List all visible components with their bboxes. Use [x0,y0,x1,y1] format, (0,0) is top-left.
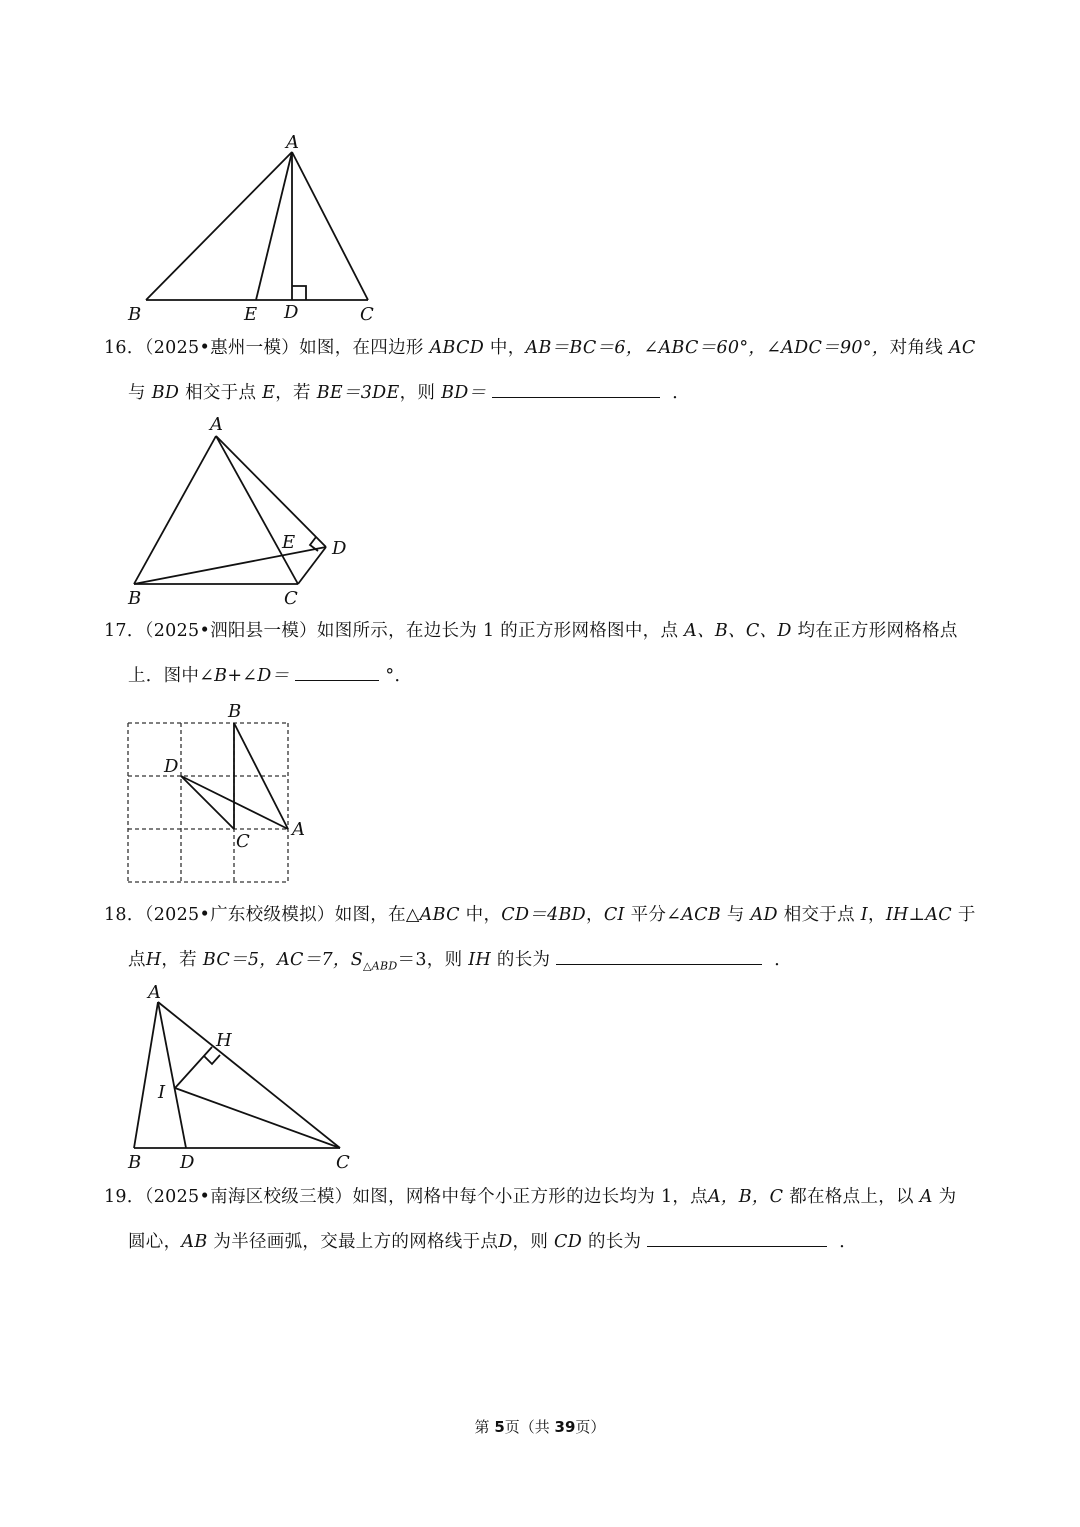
q18-text: 如图，在△ [334,905,420,925]
q18-var: CI [603,905,625,925]
q16-var: E [262,383,276,403]
q16-var: BD [151,383,180,403]
q17-answer-blank[interactable] [295,662,379,681]
q18-var: IH⊥AC [885,905,952,925]
page-footer [0,1416,1080,1437]
q16-text: 中， [489,338,526,358]
label-E: E [244,304,258,325]
q19-text: 为 [938,1187,957,1207]
q18-var: AD [750,905,778,925]
q17-number: 17． [104,621,145,641]
label-A: A [292,819,305,840]
q18-var: ABC [419,905,460,925]
seg-AB [134,1002,158,1148]
seg-CD [298,547,326,584]
q17-var: A、B、C、D [684,621,792,641]
q19-source: （2025•南海区校级三模） [144,1187,353,1207]
q18-text: 相交于点 [783,905,855,925]
figure-q16 [120,410,360,610]
q19-text: 为半径画弧，交最上方的网格线于点 [213,1232,499,1252]
q16-text: ，若 [275,383,311,403]
q18-text: 平分∠ [630,905,682,925]
label-D: D [284,302,299,323]
seg-AC [292,152,368,300]
q18-var: ACB [681,905,721,925]
seg-AE [256,152,292,300]
label-C: C [236,831,250,852]
figure-q17 [112,698,312,888]
q16-end: ． [672,383,691,403]
q18-var: I [860,905,868,925]
seg-AC [158,1002,340,1148]
q16-var: AC [948,338,976,358]
q16-number: 16． [104,338,145,358]
label-C: C [360,304,374,325]
q16-var: ∠ADC＝90°， [766,338,890,358]
q16-var: ABCD [429,338,485,358]
footer-text: 页（共 [504,1418,555,1436]
q17-unit: °． [385,666,413,686]
q16-var: ∠ABC＝60°， [643,338,767,358]
q18-end: ． [774,950,793,970]
label-A: A [286,132,299,153]
figure-q18 [118,980,368,1175]
label-B: B [228,701,242,722]
label-C: C [336,1152,350,1173]
q19-var: A [919,1187,933,1207]
seg-AC [216,436,298,584]
q19-text: 都在格点上，以 [789,1187,914,1207]
q18-text: 点 [128,950,146,970]
right-angle-mark [292,286,306,300]
q18-text: 于 [957,905,976,925]
q16-line2 [128,379,690,405]
q19-text: 的长为 [587,1232,642,1252]
q16-var: BE＝3DE [316,383,400,403]
q18-text: ， [868,905,886,925]
q17-line2 [128,662,412,688]
q16-var: AB＝BC＝6， [525,338,644,358]
q16-text: 如图，在四边形 [299,338,424,358]
q18-text: 与 [726,905,745,925]
q16-text: 与 [128,383,146,403]
seg-BD [134,547,326,584]
q17-text: 如图所示，在边长为 1 的正方形网格图中，点 [316,621,679,641]
label-A: A [210,414,223,435]
figure-q15 [120,128,390,328]
q18-text: ＝3，则 [397,950,463,970]
q18-var: CD＝4BD [501,905,587,925]
q18-answer-blank[interactable] [556,946,762,965]
seg-AB [146,152,292,300]
q18-text: ， [586,905,604,925]
q16-text: 对角线 [889,338,944,358]
seg-AB [134,436,216,584]
q16-source: （2025•惠州一模） [144,338,300,358]
q16-text: 相交于点 [185,383,257,403]
q19-var: AB [181,1232,208,1252]
label-B: B [128,1152,142,1173]
q16-text: ，则 [399,383,436,403]
q17-line1 [104,619,958,643]
footer-text: 第 [474,1418,495,1436]
q19-end: ． [839,1232,858,1252]
q18-source: （2025•广东校级模拟） [144,905,335,925]
q18-number: 18． [104,905,145,925]
q18-line1 [104,903,976,927]
label-H: H [216,1030,232,1051]
footer-total-pages: 39 [554,1418,576,1436]
seg-CI [175,1088,340,1148]
q19-text: ，则 [512,1232,549,1252]
label-B: B [128,588,142,609]
q19-number: 19． [104,1187,145,1207]
q16-var: BD＝ [441,383,487,403]
footer-page-number: 5 [494,1418,505,1436]
q18-text: ，若 [161,950,197,970]
seg-AD [158,1002,186,1148]
label-I: I [158,1082,166,1103]
q16-answer-blank[interactable] [492,379,660,398]
q19-line2 [128,1228,857,1254]
q18-var: IH [468,950,492,970]
q18-text: 的长为 [496,950,551,970]
label-D: D [332,538,347,559]
label-A: A [148,982,161,1003]
q17-var: ∠B+∠D＝ [199,666,290,686]
label-D: D [164,756,179,777]
right-angle-mark [204,1055,220,1064]
q18-line2 [128,946,792,979]
q18-var: BC＝5，AC＝7， [202,950,351,970]
label-D: D [180,1152,195,1173]
q19-answer-blank[interactable] [647,1228,827,1247]
label-B: B [128,304,142,325]
footer-text: 页） [575,1418,606,1436]
q18-sub: △ABD [363,959,398,973]
q19-text: 圆心， [128,1232,182,1252]
label-C: C [284,588,298,609]
q17-text: 均在正方形网格格点 [797,621,958,641]
q17-text: 上．图中 [128,666,200,686]
seg-IH [175,1047,212,1088]
q17-source: （2025•泗阳县一模） [144,621,317,641]
q18-text: 中， [465,905,502,925]
q19-text: 如图，网格中每个小正方形的边长均为 1，点 [352,1187,708,1207]
q19-var: D [498,1232,513,1252]
q18-var: H [145,950,162,970]
q16-line1 [104,336,976,360]
seg-DC [181,776,234,829]
seg-AD [216,436,326,547]
q19-var: A，B，C [707,1187,784,1207]
q19-var: CD [554,1232,583,1252]
q18-var: S [350,950,364,970]
q19-line1 [104,1185,956,1209]
label-E: E [282,532,296,553]
